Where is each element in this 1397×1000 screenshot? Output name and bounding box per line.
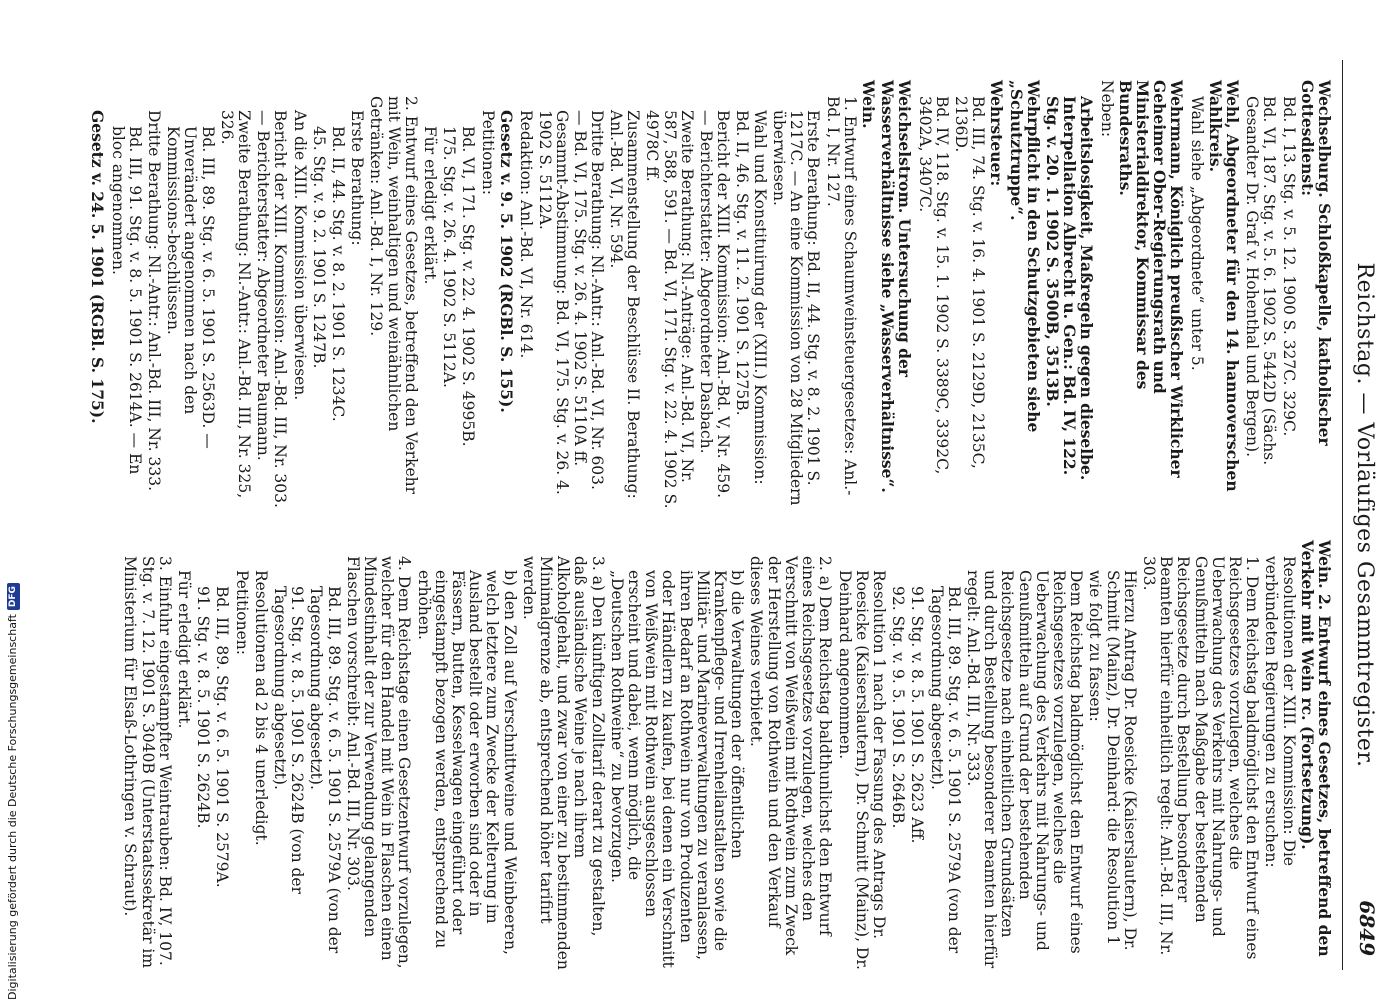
page-number: 6849: [1355, 900, 1379, 956]
left-column-entry: Zweite Berathung: Nl.-Antr.: Anl.-Bd. III, Nr. 325, 326.: [217, 110, 254, 499]
left-column-entry: Gesetz v. 24. 5. 1901 (RGBl. S. 175).: [88, 110, 108, 424]
right-column-entry: 91. Stg. v. 8. 5. 1901 S. 2624B (von der Tagesordnung abgesetzt).: [271, 586, 307, 895]
dfg-logo: DFG: [7, 583, 20, 610]
left-column-entry: Wehrpflicht in den Schutzgebieten siehe „Schutztruppe“.: [1006, 80, 1043, 433]
left-column-entry: Neben:: [1097, 80, 1116, 138]
left-column-entry: Petitionen:: [478, 110, 497, 195]
right-column-entry: Bd. III, 89. Stg. v. 6. 5. 1901 S. 2579A (von der Tagesordnung abgesetzt).: [307, 586, 343, 954]
left-column-entry: Wehrsteuer:: [987, 80, 1007, 187]
right-column-entry: Resolutionen der XIII. Kommission: Die verbündeten Regierungen zu ersuchen:: [1262, 556, 1298, 868]
right-column-entry: b) den Zoll auf Verschnittweine und Weinbeeren, welch letztere zum Zwecke der Kelterung im Ausland bestellt oder erworben sind oder in Fässern, Butten, Kesselwagen eingeführt oder eingestampft bezogen werden, entsprechend zu erhöhen.: [414, 570, 519, 955]
right-column-entry: 3. a) Den künftigen Zolltarif derart zu gestalten, daß ausländische Weine je nach ihrem Alkoholgehalt, und zwar von einer zu bestimmenden Minimalgrenze ab, entsprechend höher tarifirt werden.: [519, 556, 607, 970]
left-column-entry: Wechselburg. Schloßkapelle, katholischer Gottesdienst:: [1297, 80, 1334, 446]
left-column-entry: 45. Stg. v. 9. 2. 1901 S. 1247B.: [309, 126, 328, 369]
left-column-entry: 1. Entwurf eines Schaumweinsteuergesetzes: Anl.-Bd. I, Nr. 127.: [823, 96, 859, 496]
right-column-entry: Petitionen:: [232, 570, 251, 655]
left-column-entry: Dritte Berathung: Nl.-Antr.: Anl.-Bd. VI, Nr. 603. — Bd. VI, 175. Stg. v. 26. 4. 1902 S. 5110A ff. Gesammt-Abstimmung: Bd. VI, 175. Stg. v. 26. 4. 1902 S. 5112A.: [536, 110, 606, 495]
left-column-entry: Wahl siehe „Abgeordnete“ unter 5.: [1187, 96, 1206, 371]
left-column-entry: Weichselstrom. Untersuchung der Wasserverhältnisse siehe „Wasserverhältnisse“.: [878, 80, 915, 493]
left-column-entry: Wein.: [858, 80, 878, 129]
left-column-entry: Für erledigt erklärt.: [421, 126, 440, 285]
right-column-entry: 2. a) Dem Reichstag baldthunlichst den Entwurf eines Reichsgesetzes vorzulegen, welches den Verschnitt von Weißwein mit Rothwein zum Zweck der Herstellung von Rothwein und den Verkauf dieses Weines verbietet.: [747, 556, 835, 956]
left-column-entry: Zusammenstellung der Beschlüsse II. Berathung: Anl.-Bd. VI, Nr. 594.: [607, 110, 643, 499]
right-column-entry: b) die Verwaltungen der öffentlichen Krankenpflege- und Irrenheilanstalten sowie die Militär- und Marineverwaltungen zu veranlassen, ihren Bedarf an Rothwein nur von Produzenten oder Händlern zu kaufen, bei denen ein Verschnitt von Weißwein mit Rothwein ausgeschlossen erscheint und dabei, wenn möglich, die „Deutschen Rothweine“ zu bevorzugen.: [607, 570, 747, 968]
side-note-text: Digitalisierung gefördert durch die Deutsche Forschungsgemeinschaft: [6, 614, 19, 1000]
header-rule: [1342, 60, 1343, 970]
right-column-entry: 1. Dem Reichstag baldmöglichst den Entwurf eines Reichsgesetzes vorzulegen, welches die Ueberwachung des Verkehrs mit Nahrungs- und Genußmitteln nach Maßgabe der bestehenden Reichsgesetze durch Bestellung besonderer Beamten hierfür einheitlich regelt: Anl.-Bd. III, Nr. 303.: [1139, 556, 1262, 960]
left-column-entry: Bericht der XIII. Kommission: Anl.-Bd. V, Nr. 459. — Berichterstatter: Abgeordneter Dasbach.: [697, 110, 733, 499]
left-column-entry: Zweite Berathung: Nl.-Anträge: Anl.-Bd. VI, Nr. 587, 588, 591. — Bd. VI, 171. Stg. v. 22. 4. 1902 S. 4978C ff.: [643, 110, 696, 509]
left-column: [87, 80, 1333, 510]
left-column-entry: Bd. III, 74. Stg. v. 16. 4. 1901 S. 2129D, 2135C, 2136D.: [951, 96, 988, 469]
left-column-entry: Bd. VI, 171. Stg. v. 22. 4. 1902 S. 4995B.: [459, 126, 478, 447]
left-column-entry: Redaktion: Anl.-Bd. VI, Nr. 614.: [517, 110, 536, 359]
left-column-entry: Bericht der XIII. Kommission: Anl.-Bd. III, Nr. 303. — Berichterstatter: Abgeordneter Baumann.: [254, 110, 290, 508]
left-column-entry: Bd. VI, 187. Stg. v. 5. 6. 1902 S. 5442D (Sächs. Gesandter Dr. Graf v. Hohenthal und Bergen).: [1243, 96, 1279, 466]
left-column-entry: Wehl, Abgeordneter für den 14. hannoverschen Wahlkreis.: [1205, 80, 1242, 492]
right-column-entry: 91. Stg. v. 8. 5. 1901 S. 2623 Aff.: [908, 586, 927, 844]
left-column-entry: Gesetz v. 9. 5. 1902 (RGBl. S. 155).: [496, 110, 516, 413]
left-column-entry: Bd. I, 13. Stg. v. 5. 12. 1900 S. 327C. 329C.: [1279, 96, 1298, 437]
right-column-entry: 92. Stg. v. 9. 5. 1901 S. 2646B.: [889, 586, 908, 829]
right-column: [119, 540, 1333, 970]
left-column-entry: Wehrmann, Königlich preußischer Wirklicher Geheimer Ober-Regierungsrath und Ministerialdirektor, Kommissar des Bundesraths.: [1115, 80, 1187, 478]
side-note: [4, 586, 22, 1000]
right-column-entry: Für erledigt erklärt.: [175, 570, 193, 729]
right-column-entry: Resolutionen ad 2 bis 4 unerledigt.: [251, 570, 270, 846]
right-column-entry: Bd. III, 89. Stg. v. 6. 5. 1901 S. 2579A (von der Tagesordnung abgesetzt).: [927, 586, 963, 954]
right-column-entry: Dem Reichstag baldmöglichst den Entwurf eines Reichsgesetzes vorzulegen, welches die Ueberwachung des Verkehrs mit Nahrungs- und Genußmitteln auf Grund der bestehenden Reichsgesetze nach einheitlichen Grundsätzen und durch Bestellung besonderer Beamten hierfür regelt: Anl.-Bd. III, Nr. 333.: [963, 570, 1086, 969]
left-column-entry: Arbeitslosigkeit, Maßregeln gegen dieselbe. Interpellation Albrecht u. Gen.: Bd. IV, 122. Stg. v. 20. 1. 1902 S. 3500B, 3513B.: [1042, 96, 1097, 481]
right-column-entry: Hierzu Antrag Dr. Roesicke (Kaiserslautern), Dr. Schmitt (Mainz), Dr. Deinhard: die Resolution 1 wie folgt zu fassen:: [1086, 570, 1139, 951]
left-column-entry: An die XIII. Kommission überwiesen.: [290, 110, 309, 401]
right-column-entry: 91. Stg. v. 8. 5. 1901 S. 2624B.: [194, 586, 213, 829]
page-header: [1349, 60, 1389, 970]
left-column-entry: Bd. III, 89. Stg. v. 6. 5. 1901 S. 2563D. — Unverändert angenommen nach den Kommissions-beschlüssen.: [164, 126, 217, 449]
left-column-entry: Bd. II, 44. Stg. v. 8. 2. 1901 S. 1234C.: [329, 126, 348, 422]
right-column-entry: Resolution 1 nach der Fassung des Antrags Dr. Roesicke (Kaiserslautern), Dr. Schmitt (Mainz), Dr. Deinhard angenommen.: [835, 570, 888, 970]
left-column-entry: Erste Berathung: Bd. II, 44. Stg. v. 8. 2. 1901 S. 1217C. — An eine Kommission von 28 Mitgliedern überwiesen.: [769, 110, 823, 506]
right-column-entry: Wein. 2. Entwurf eines Gesetzes, betreffend den Verkehr mit Wein rc. (Fortsetzung).: [1297, 540, 1334, 957]
left-column-entry: Bd. III, 91. Stg. v. 8. 5. 1901 S. 2614A. — En bloc angenommen.: [108, 126, 144, 475]
header-title: Reichstag. — Vorläufiges Gesammtregister.: [1352, 262, 1377, 768]
right-column-entry: Bd. III, 89. Stg. v. 6. 5. 1901 S. 2579A.: [213, 586, 232, 888]
right-column-entry: 3. Einfuhr eingestampfter Weintrauben: Bd. IV, 107. Stg. v. 7. 12. 1901 S. 3040B (Unterstaatssekretär im Ministerium für Elsaß-Lothringen v. Schraut).: [121, 556, 174, 969]
left-column-entry: Dritte Berathung: Nl.-Antr.: Anl.-Bd. III, Nr. 333.: [145, 110, 163, 492]
left-column-entry: 175. Stg. v. 26. 4. 1902 S. 5112A.: [440, 126, 459, 388]
left-column-entry: Bd. IV, 118. Stg. v. 15. 1. 1902 S. 3389C, 3392C, 3402A, 3407C.: [915, 96, 951, 475]
right-column-entry: 4. Dem Reichstage einen Gesetzentwurf vorzulegen, welcher für den Handel mit Wein in Flaschen einen Mindestinhalt der zur Verwendung gelangenden Flaschen vorschreibt: Anl.-Bd. III, Nr. 303.: [343, 556, 414, 969]
left-column-entry: Erste Berathung:: [348, 110, 367, 246]
left-column-entry: Wahl und Konstituirung der (XIII.) Kommission: Bd. II, 46. Stg. v. 11. 2. 1901 S. 1275B.: [733, 110, 769, 485]
left-column-entry: 2. Entwurf eines Gesetzes, betreffend den Verkehr mit Wein, weinhaltigen und weinähnlichen Getränken: Anl.-Bd. I, Nr. 129.: [367, 96, 420, 495]
